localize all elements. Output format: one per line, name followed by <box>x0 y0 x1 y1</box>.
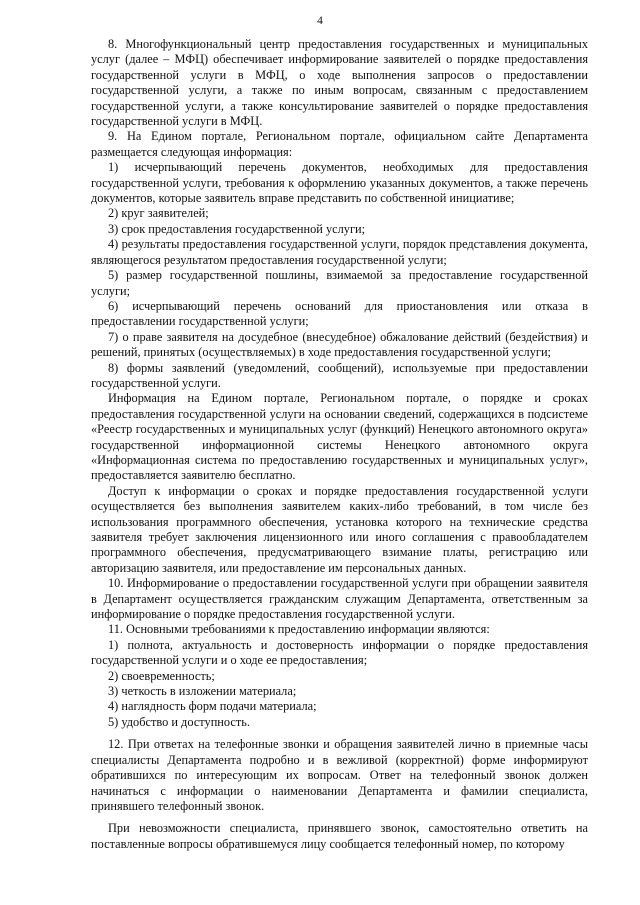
list-item-convenience: 5) удобство и доступность. <box>108 714 250 729</box>
list-item-state-fee: 5) размер государственной пошлины, взимаемой за предоставление государственной услуги; <box>91 268 588 298</box>
page-number: 4 <box>317 15 323 27</box>
list-item-clarity: 3) четкость в изложении материала; <box>108 684 297 699</box>
list-item-application-forms: 8) формы заявлений (уведомлений, сообщений), используемые при предоставлении государственной услуги. <box>91 360 588 390</box>
list-item-refusal-grounds: 6) исчерпывающий перечень оснований для приостановления или отказа в предоставлении государственной услуги; <box>91 298 588 329</box>
list-item-results: 4) результаты предоставления государственной услуги, порядок представления документа, являющегося результатом предоставления государственной услуги; <box>91 237 588 267</box>
paragraph-8-mfc-informing: 8. Многофункциональный центр предоставления государственных и муниципальных услуг (далее – МФЦ) обеспечивает информирование заявителей о порядке предоставления государственной услуги в МФЦ, о ходе выполнения запросов о предоставлении государственной услуги, а также по иным вопросам, связанным с предоставлением государственной услуги, а также консультирование заявителей о порядке предоставления государственной услуги в МФЦ. <box>91 37 588 129</box>
document-body <box>91 37 588 852</box>
list-item-completeness: 1) полнота, актуальность и достоверность информации о порядке предоставления государственной услуги и о ходе ее предоставления; <box>91 637 588 668</box>
paragraph-9-portal-information: 9. На Едином портале, Региональном портале, официальном сайте Департамента размещается следующая информация: <box>91 129 588 159</box>
paragraph-11-requirements: 11. Основными требованиями к предоставлению информации являются: <box>108 622 490 637</box>
paragraph-unable-to-answer: При невозможности специалиста, принявшего звонок, самостоятельно ответить на поставленные вопросы обратившемуся лицу сообщается телефонный номер, по которому <box>91 821 588 851</box>
list-item-visibility: 4) наглядность форм подачи материала; <box>108 699 317 714</box>
paragraph-12-phone-calls: 12. При ответах на телефонные звонки и обращения заявителей лично в приемные часы специалисты Департамента подробно и в вежливой (корректной) форме информируют обратившихся по интересующим их вопросам. Ответ на телефонный звонок должен начинаться с информации о наименовании Департамента и фамилии специалиста, принявшего телефонный звонок. <box>91 737 588 813</box>
paragraph-access-to-info: Доступ к информации о сроках и порядке предоставления государственной услуги осуществляется без выполнения заявителем каких-либо требований, в том числе без использования программного обеспечения, установка которого на технические средства заявителя требует заключения лицензионного или иного соглашения с правообладателем программного обеспечения, предусматривающего взимание платы, регистрацию или авторизацию заявителя, или предоставление им персональных данных. <box>91 483 588 575</box>
list-item-term: 3) срок предоставления государственной услуги; <box>108 221 366 236</box>
list-item-appeal-right: 7) о праве заявителя на досудебное (внесудебное) обжалование действий (бездействия) и решений, принятых (осуществляемых) в ходе предоставления государственной услуги; <box>91 329 588 360</box>
paragraph-10-department-informing: 10. Информирование о предоставлении государственной услуги при обращении заявителя в Департамент осуществляется гражданским служащим Департамента, ответственным за информирование о порядке предоставления государственной услуги. <box>91 576 588 622</box>
list-item-applicants: 2) круг заявителей; <box>108 206 209 221</box>
list-item-timeliness: 2) своевременность; <box>108 668 215 683</box>
paragraph-portal-info-free: Информация на Едином портале, Региональном портале, о порядке и сроках предоставления государственной услуги на основании сведений, содержащихся в подсистеме «Реестр государственных и муниципальных услуг (функций) Ненецкого автономного округа» государственной информационной системы Ненецкого автономного округа «Информационная система по предоставлению государственных и муниципальных услуг», предоставляется заявителю бесплатно. <box>91 391 588 483</box>
list-item-documents: 1) исчерпывающий перечень документов, необходимых для предоставления государственной услуги, требования к оформлению указанных документов, а также перечень документов, которые заявитель вправе представить по собственной инициативе; <box>91 160 588 206</box>
